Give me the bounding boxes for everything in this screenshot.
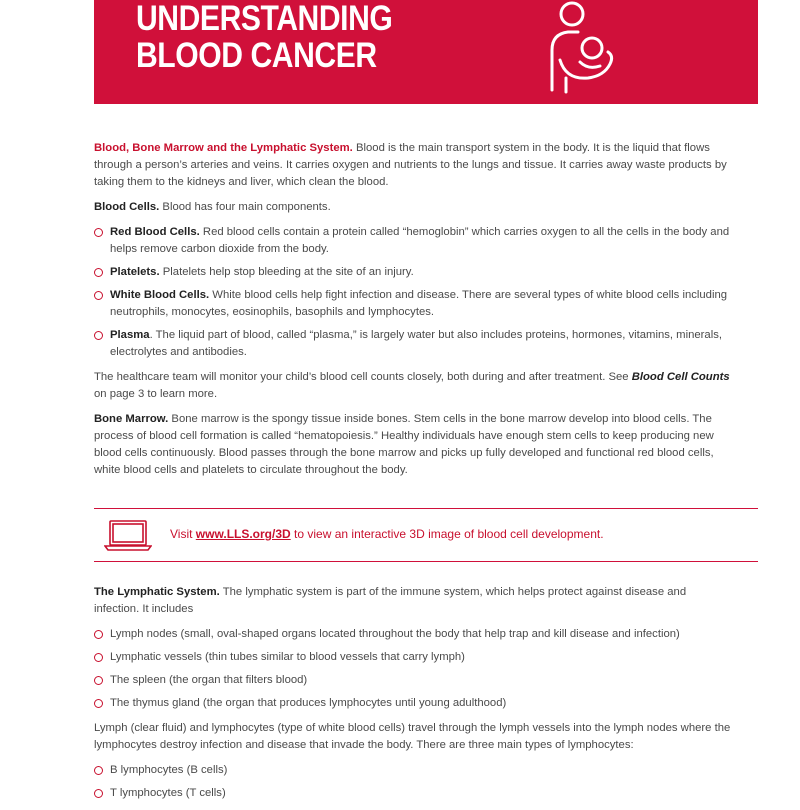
item-text: Lymphatic vessels (thin tubes similar to blood vessels that carry lymph): [110, 651, 465, 663]
bone-marrow-text: Bone marrow is the spongy tissue inside bones. Stem cells in the bone marrow develop into blood cells. The process of blood cell formation is called “hematopoiesis.” Healthy individuals have enough stem cells to keep producing new blood cells continuously. Blood passes through the bone marrow and picks up fully developed and functional red blood cells, white blood cells and platelets to circulate throughout the body.: [94, 413, 714, 476]
blood-cell-counts-reference: Blood Cell Counts: [631, 371, 730, 383]
bullet-circle-icon: [94, 699, 103, 708]
bullet-circle-icon: [94, 766, 103, 775]
bullet-circle-icon: [94, 228, 103, 237]
callout-box: [94, 508, 758, 562]
list-item: [94, 264, 734, 281]
list-item: [94, 626, 734, 643]
list-item: [94, 649, 734, 666]
lymphatic-lead: The Lymphatic System.: [94, 586, 220, 598]
item-lead: Plasma: [110, 329, 150, 341]
lymph-paragraph: Lymph (clear fluid) and lymphocytes (type of white blood cells) travel through the lymph vessels into the lymph nodes where the lymphocytes destroy infection and disease that invade the body. There are three main types of lymphocytes:: [94, 722, 731, 751]
bullet-circle-icon: [94, 653, 103, 662]
parent-holding-child-icon: [540, 0, 620, 100]
item-text: B lymphocytes (B cells): [110, 764, 228, 776]
list-item: [94, 224, 734, 258]
item-text: Lymph nodes (small, oval-shaped organs located throughout the body that help trap and kill disease and infection): [110, 628, 680, 640]
list-item: [94, 762, 734, 779]
laptop-icon: [104, 519, 152, 551]
item-text: T lymphocytes (T cells): [110, 787, 226, 799]
item-lead: White Blood Cells.: [110, 289, 210, 301]
callout-text: [170, 527, 604, 541]
callout-pre: Visit: [170, 527, 196, 541]
bullet-circle-icon: [94, 630, 103, 639]
blood-system-text: Blood is the main transport system in the body. It is the liquid that flows through a person’s arteries and veins. It carries oxygen and nutrients to the lungs and tissue. It carries away waste products by taking them to the kidneys and liver, which clean the blood.: [94, 142, 727, 188]
bullet-circle-icon: [94, 789, 103, 798]
item-text: Platelets help stop bleeding at the site of an injury.: [159, 266, 414, 278]
lymphocyte-types-list: [94, 762, 734, 802]
followup-pre: The healthcare team will monitor your child’s blood cell counts closely, both during and after treatment. See: [94, 371, 632, 383]
title-line-1: UNDERSTANDING: [136, 0, 393, 38]
blood-components-list: [94, 224, 734, 361]
item-text: Red blood cells contain a protein called “hemoglobin” which carries oxygen to all the cells in the body and helps remove carbon dioxide from the body.: [110, 226, 730, 255]
list-item: [94, 695, 734, 712]
title-line-2: BLOOD CANCER: [136, 36, 377, 75]
lymphatic-paragraph: [94, 584, 734, 618]
list-item: [94, 327, 734, 361]
blood-system-paragraph: [94, 140, 734, 191]
page-title: [136, 0, 394, 74]
item-text: White blood cells help fight infection and disease. There are several types of white blood cells including neutrophils, monocytes, eosinophils, basophils and lymphocytes.: [110, 289, 728, 318]
callout-post: to view an interactive 3D image of blood cell development.: [290, 527, 604, 541]
lymphatic-list: [94, 626, 734, 712]
list-item: [94, 672, 734, 689]
item-lead: Red Blood Cells.: [110, 226, 200, 238]
item-lead: Platelets.: [110, 266, 160, 278]
item-text: The thymus gland (the organ that produces lymphocytes until young adulthood): [110, 697, 507, 709]
blood-counts-paragraph: [94, 369, 734, 403]
lls-3d-link[interactable]: www.LLS.org/3D: [195, 527, 291, 541]
bullet-circle-icon: [94, 291, 103, 300]
bullet-circle-icon: [94, 331, 103, 340]
lymphatic-section: [94, 584, 734, 810]
lymphatic-text: The lymphatic system is part of the immune system, which helps protect against disease and infection. It includes: [94, 586, 687, 615]
main-content: [94, 140, 734, 487]
blood-cells-lead: Blood Cells.: [94, 201, 160, 213]
bone-marrow-paragraph: [94, 411, 734, 479]
blood-cells-paragraph: [94, 199, 734, 216]
list-item: [94, 287, 734, 321]
blood-cells-text: Blood has four main components.: [159, 201, 331, 213]
bullet-circle-icon: [94, 676, 103, 685]
item-text: The spleen (the organ that filters blood): [110, 674, 308, 686]
bullet-circle-icon: [94, 268, 103, 277]
followup-post: on page 3 to learn more.: [94, 388, 218, 400]
item-text: . The liquid part of blood, called “plasma,” is largely water but also includes proteins, hormones, vitamins, minerals, electrolytes and antibodies.: [110, 329, 723, 358]
blood-system-lead: Blood, Bone Marrow and the Lymphatic System.: [94, 142, 353, 154]
list-item: [94, 785, 734, 802]
bone-marrow-lead: Bone Marrow.: [94, 413, 169, 425]
